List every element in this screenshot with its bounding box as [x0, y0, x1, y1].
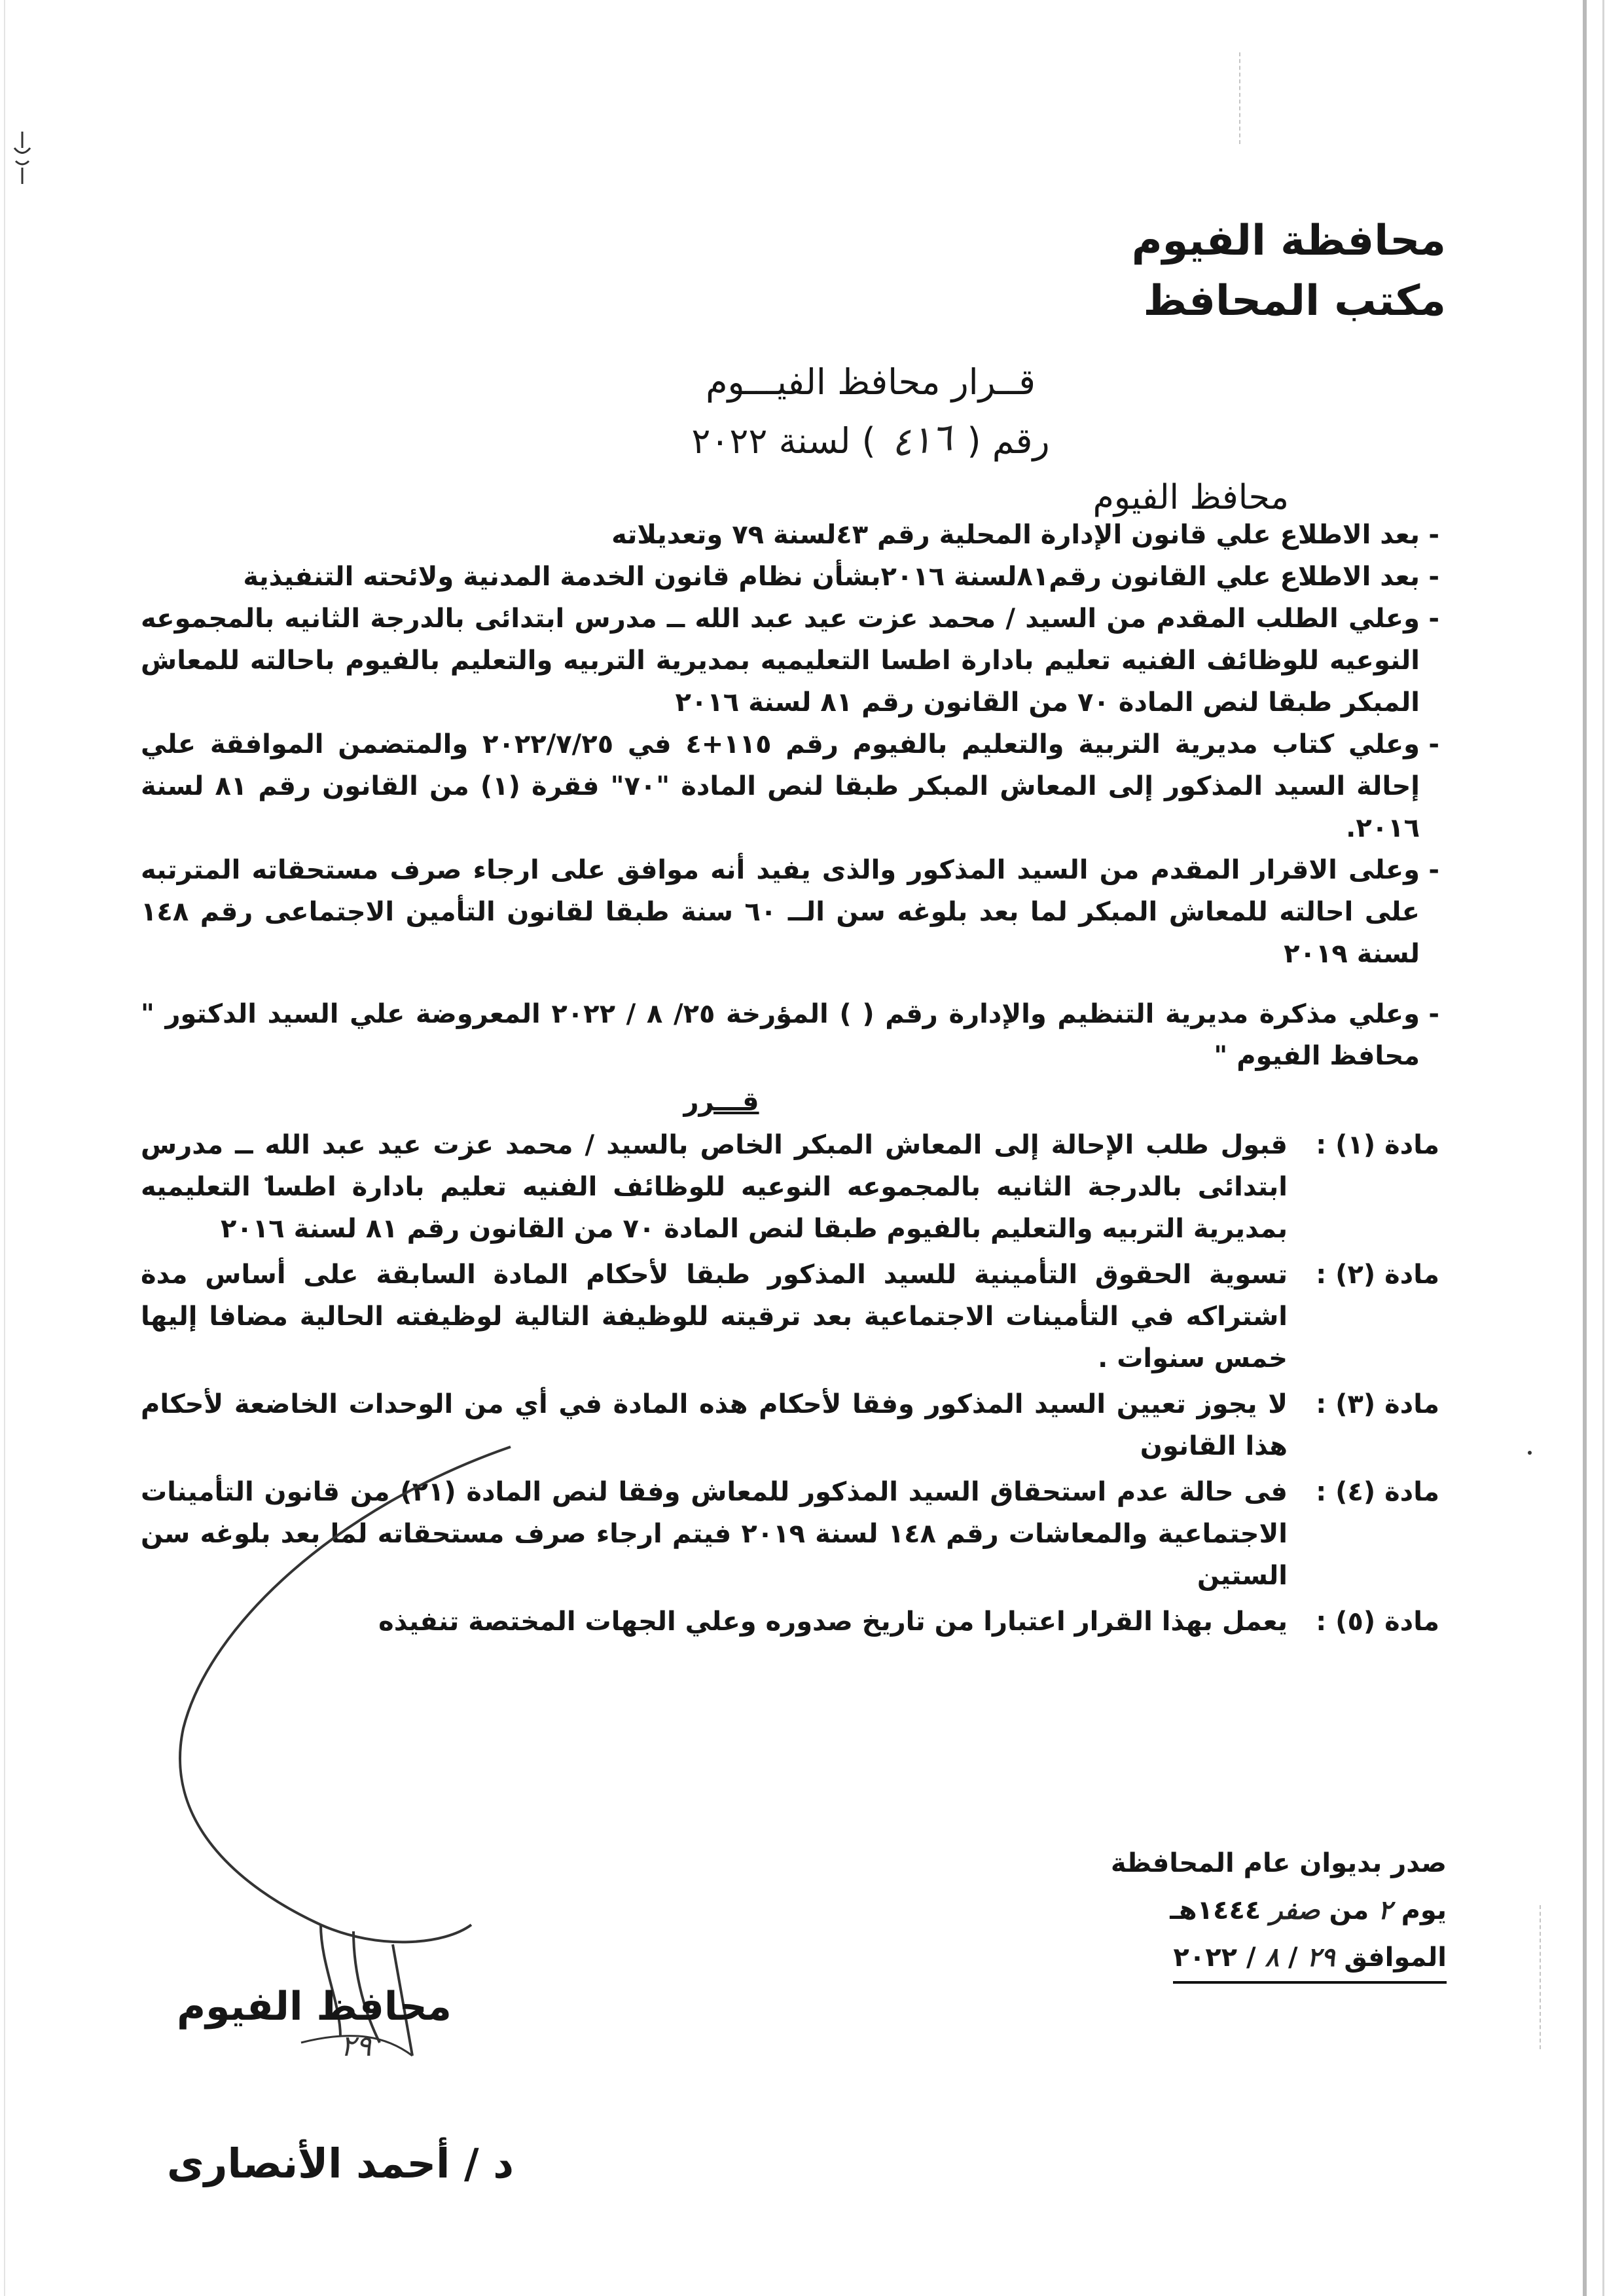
office-name: مكتب المحافظ: [1143, 277, 1446, 325]
article-text: لا يجوز تعيين السيد المذكور وفقا لأحكام هذه المادة في أي من الوحدات الخاضعة لأحكام هذا القانون: [141, 1389, 1288, 1461]
decree-number-line: [569, 411, 1172, 470]
article-text: يعمل بهذا القرار اعتبارا من تاريخ صدوره وعلي الجهات المختصة تنفيذه: [378, 1607, 1288, 1637]
article: [141, 1124, 1439, 1250]
preamble-point: - بعد الاطلاع علي القانون رقم٨١لسنة ٢٠١٦بشأن نظام قانون الخدمة المدنية ولائحته التنفيذية: [141, 556, 1439, 598]
governorate-name: محافظة الفيوم: [1131, 217, 1446, 265]
preamble-point: - وعلي الطلب المقدم من السيد / محمد عزت عيد عبد الله ــ مدرس ابتدائى بالدرجة الثانيه بالمجموعه النوعيه للوظائف الفنيه تعليم بادارة اطسا التعليميه بمديرية التربيه والتعليم بالفيوم باحالته للمعاش المبكر طبقا لنص المادة ٧٠ من القانون رقم ٨١ لسنة ٢٠١٦: [141, 598, 1439, 723]
scan-edge-shadow: [1583, 0, 1587, 2296]
issuance-gregorian-date: الموافق ٢٩ / ٨ / ٢٠٢٢: [1173, 1934, 1447, 1984]
article: [141, 1254, 1439, 1379]
issuing-office-header: [1132, 211, 1446, 331]
decree-number-suffix: ) لسنة ٢٠٢٢: [691, 420, 876, 462]
article-text: فى حالة عدم استحقاق السيد المذكور للمعاش وفقا لنص المادة (٢١) من قانون التأمينات الاجتماعية والمعاشات رقم ١٤٨ لسنة ٢٠١٩ فيتم ارجاء صرف مستحقاته لما بعد بلوغه سن الستين: [141, 1477, 1288, 1591]
issuance-block: [1080, 1840, 1447, 1984]
signature-handwritten-date: ٢٩: [340, 2030, 372, 2063]
preamble-point: - بعد الاطلاع علي قانون الإدارة المحلية رقم ٤٣لسنة ٧٩ وتعديلاته: [141, 514, 1439, 556]
article-label: مادة (٥) :: [1316, 1607, 1439, 1637]
gregorian-month-handwritten: ٨: [1265, 1942, 1280, 1973]
month-prefix: من: [1329, 1895, 1369, 1925]
issuance-place: صدر بديوان عام المحافظة: [1110, 1848, 1447, 1878]
article-label: مادة (٤) :: [1316, 1477, 1439, 1507]
signatory-title: محافظ الفيوم: [177, 1984, 452, 2030]
decree-number-handwritten: ٤١٦: [888, 414, 954, 465]
issuance-hijri-date: [1080, 1887, 1447, 1934]
article-label: مادة (١) :: [1316, 1130, 1439, 1160]
month-handwritten: صفر: [1270, 1895, 1320, 1925]
preamble-point: - وعلي مذكرة مديرية التنظيم والإدارة رقم ( ) المؤرخة ٢٥/ ٨ / ٢٠٢٢ المعروضة علي السيد الدكتور " محافظ الفيوم ": [141, 993, 1439, 1077]
article-text: تسوية الحقوق التأمينية للسيد المذكور طبقا لأحكام المادة السابقة على أساس مدة اشتراكه في التأمينات الاجتماعية بعد ترقيته للوظيفة التالية لوظيفته الحالية مضافا إليها خمس سنوات .: [141, 1260, 1288, 1374]
staple-mark-icon: [9, 128, 35, 187]
scan-edge-shadow: [4, 0, 5, 2296]
preamble-point: - وعلى الاقرار المقدم من السيد المذكور والذى يفيد أنه موافق على ارجاء صرف مستحقاته المترتبه على احالته للمعاش المبكر لما بعد بلوغه سن الــ ٦٠ سنة طبقا لقانون التأمين الاجتماعى رقم ١٤٨ لسنة ٢٠١٩: [141, 849, 1439, 975]
scan-artifact: [1540, 1905, 1541, 2049]
article-label: مادة (٢) :: [1316, 1260, 1439, 1290]
day-handwritten: ٢: [1378, 1895, 1392, 1925]
scan-artifact: [1528, 1451, 1532, 1455]
signatory-name: د / أحمد الأنصارى: [166, 2140, 514, 2187]
day-prefix: يوم: [1401, 1895, 1447, 1925]
decree-title-line: قــرار محافظ الفيـــوم: [706, 361, 1036, 403]
scan-edge-shadow: [1602, 0, 1604, 2296]
article-label: مادة (٣) :: [1316, 1389, 1439, 1419]
decree-title: [569, 354, 1172, 470]
decision-heading: قـــرر: [683, 1087, 759, 1117]
scan-artifact: [1239, 52, 1240, 144]
gregorian-day-handwritten: ٢٩: [1307, 1942, 1335, 1973]
hijri-year: ١٤٤٤هـ: [1170, 1895, 1261, 1925]
preamble-author: محافظ الفيوم: [1092, 478, 1289, 517]
gregorian-prefix: الموافق: [1344, 1942, 1447, 1973]
gregorian-year: ٢٠٢٢: [1173, 1942, 1238, 1973]
article-text: قبول طلب الإحالة إلى المعاش المبكر الخاص بالسيد / محمد عزت عيد عبد الله ــ مدرس ابتدائى بالدرجة الثانيه بالمجموعه النوعيه للوظائف الفنيه تعليم بادارة اطسا التعليميه بمديرية التربيه والتعليم بالفيوم طبقا لنص المادة ٧٠ من القانون رقم ٨١ لسنة ٢٠١٦: [141, 1130, 1288, 1244]
preamble-point: - وعلي كتاب مديرية التربية والتعليم بالفيوم رقم ١١٥+٤ في ٢٠٢٢/٧/٢٥ والمتضمن الموافقة علي إحالة السيد المذكور إلى المعاش المبكر طبقا لنص المادة "٧٠" فقرة (١) من القانون رقم ٨١ لسنة ٢٠١٦.: [141, 723, 1439, 849]
decree-number-prefix: رقم (: [967, 420, 1050, 462]
